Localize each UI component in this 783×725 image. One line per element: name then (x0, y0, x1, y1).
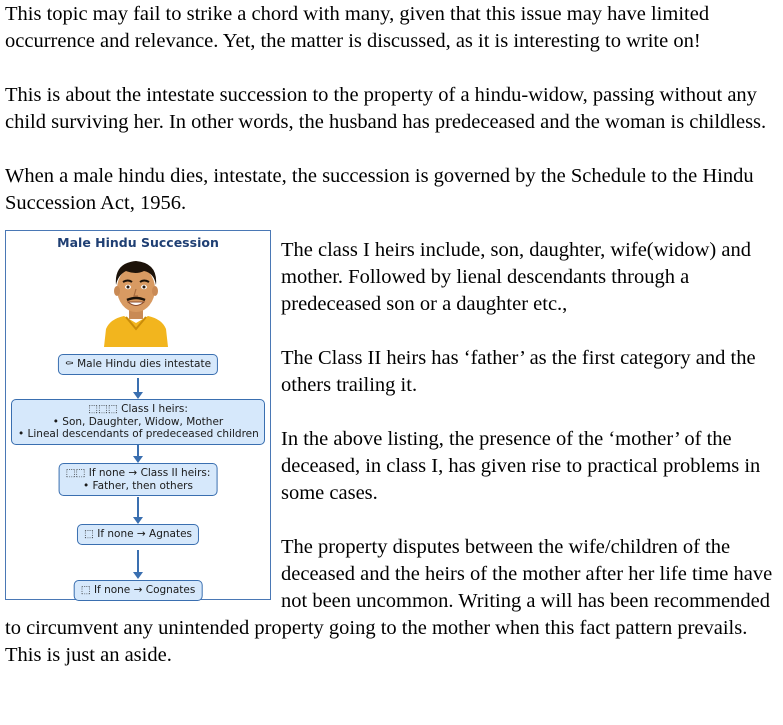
article (5, 0, 780, 669)
paragraph-class-one: The class I heirs include, son, daughter, wife(widow) and mother. Followed by lienal descendants through a predeceased son or a daughter etc., (281, 239, 751, 315)
figure-section (5, 230, 780, 669)
step-class-one-heirs (11, 399, 265, 445)
step-cognates: ⬚ If none → Cognates (74, 580, 203, 601)
diagram-title: Male Hindu Succession (57, 235, 219, 250)
class-two-title: ⬚⬚ If none → Class II heirs: (65, 467, 211, 479)
class-one-title: ⬚⬚⬚ Class I heirs: (88, 403, 188, 415)
class-two-line-1: • Father, then others (83, 479, 193, 492)
class-one-line-1: • Son, Daughter, Widow, Mother (52, 415, 224, 428)
paragraph-property-disputes: The property disputes between the wife/children of the deceased and the heirs of the mother after her life time have not been uncommon. Writing a will has been recommended to circumvent any unintended property going to the mother when this fact pattern prevails. This is just an aside. (5, 536, 773, 666)
step-agnates: ⬚ If none → Agnates (77, 524, 199, 545)
man-portrait-icon (100, 253, 172, 347)
paragraph-intro: This topic may fail to strike a chord with many, given that this issue may have limited occurrence and relevance. Yet, the matter is discussed, as it is interesting to write on! (5, 3, 710, 52)
paragraph-schedule: When a male hindu dies, intestate, the succession is governed by the Schedule to the Hindu Succession Act, 1956. (5, 165, 754, 214)
step-dies-intestate: ⚰ Male Hindu dies intestate (58, 354, 218, 375)
step-class-two-heirs (59, 463, 218, 496)
paragraph-class-two: The Class II heirs has ‘father’ as the first category and the others trailing it. (281, 347, 756, 396)
paragraph-mother-issue: In the above listing, the presence of the ‘mother’ of the deceased, in class I, has given rise to practical problems in some cases. (281, 428, 761, 504)
paragraph-topic: This is about the intestate succession to the property of a hindu-widow, passing without any child surviving her. In other words, the husband has predeceased and the woman is childless. (5, 84, 767, 133)
class-one-line-2: • Lineal descendants of predeceased children (18, 428, 259, 440)
succession-diagram (5, 230, 271, 600)
